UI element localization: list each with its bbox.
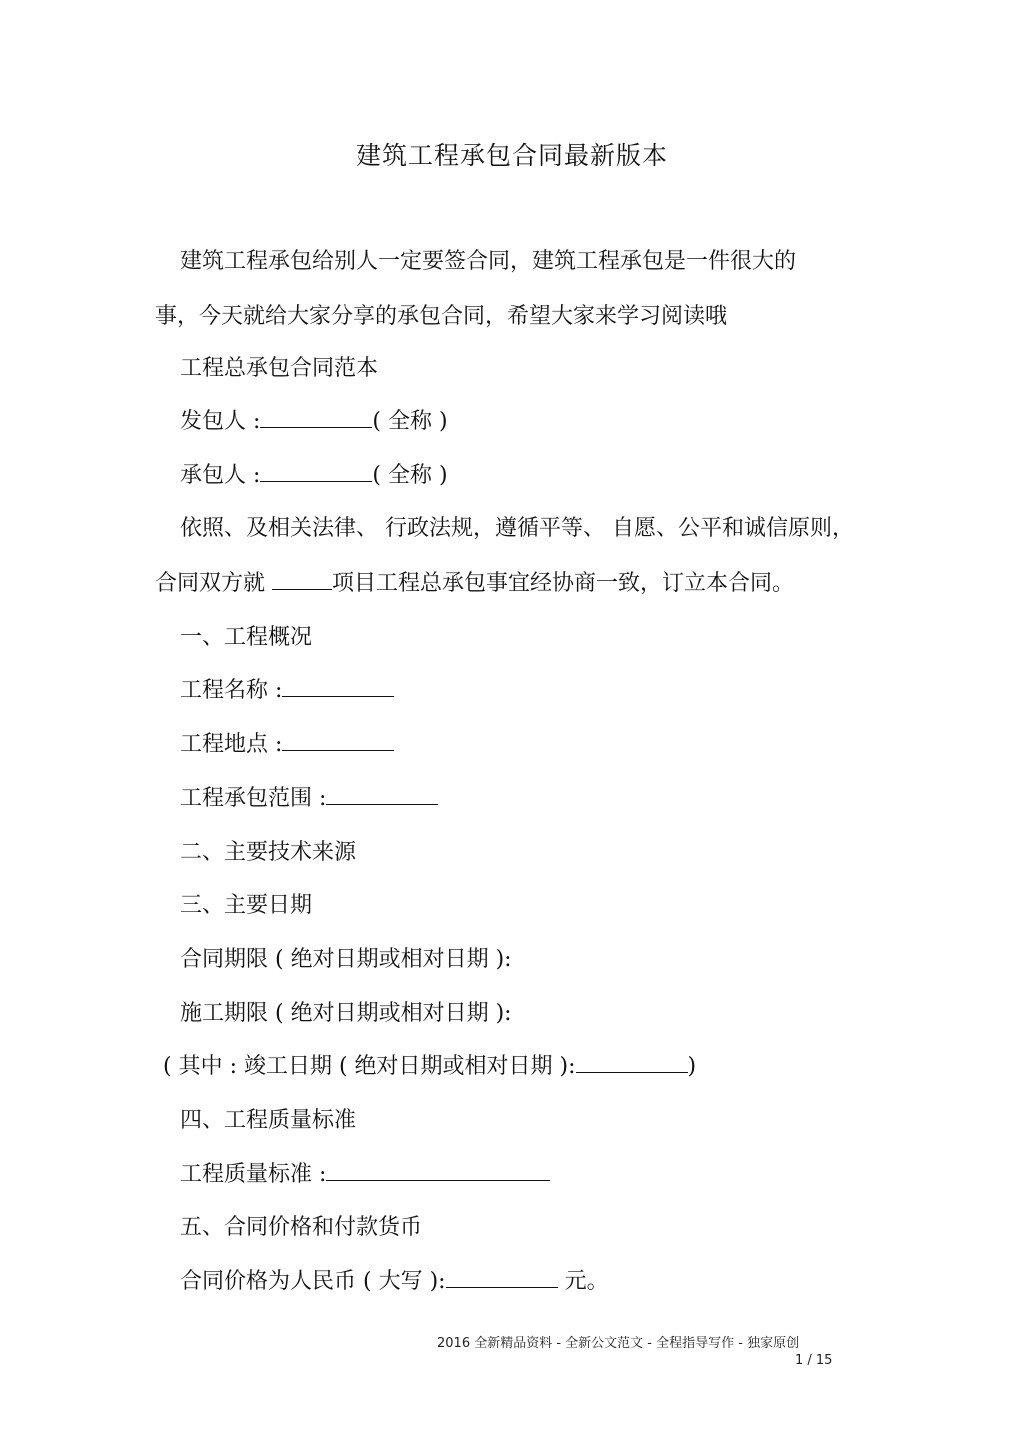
intro-line-2: 事，今天就给大家分享的承包合同，希望大家来学习阅读哦	[155, 304, 728, 329]
employer-line	[180, 407, 448, 437]
contractor-label: 承包人 :	[180, 463, 261, 488]
page-footer: 2016 全新精品资料 - 全新公文范文 - 全程指导写作 - 独家原创	[437, 1336, 800, 1351]
contractor-suffix: ( 全称 )	[372, 463, 448, 488]
quality-line	[180, 1160, 550, 1190]
completion-date-close: )	[687, 1054, 697, 1079]
project-name-line	[180, 676, 394, 706]
quality-label: 工程质量标准 :	[180, 1162, 327, 1187]
employer-blank	[260, 407, 372, 428]
project-name-label: 工程名称 :	[180, 678, 283, 703]
intro-line-1: 建筑工程承包给别人一定要签合同，建筑工程承包是一件很大的	[180, 249, 797, 274]
price-unit: 元。	[564, 1269, 609, 1294]
contractor-line	[180, 461, 448, 491]
project-scope-line	[180, 784, 438, 814]
price-blank	[446, 1267, 558, 1288]
price-label: 合同价格为人民币 ( 大写 ):	[180, 1269, 446, 1294]
page-number: 1 / 15	[795, 1353, 833, 1368]
basis-line-2	[155, 569, 794, 599]
document-title: 建筑工程承包合同最新版本	[355, 141, 668, 170]
price-line	[180, 1267, 609, 1297]
construction-period-line: 施工期限 ( 绝对日期或相对日期 ):	[180, 1001, 512, 1026]
employer-suffix: ( 全称 )	[372, 409, 448, 434]
basis-line-2-start: 合同双方就	[155, 571, 266, 596]
section-heading-1: 一、工程概况	[180, 625, 313, 650]
project-location-label: 工程地点 :	[180, 732, 283, 757]
project-name-blank	[282, 676, 394, 697]
contractor-blank	[260, 461, 372, 482]
project-location-line	[180, 730, 394, 760]
section-heading-4: 四、工程质量标准	[180, 1108, 357, 1133]
employer-label: 发包人 :	[180, 409, 261, 434]
section-heading-3: 三、主要日期	[180, 893, 313, 918]
completion-date-label: ( 其中 : 竣工日期 ( 绝对日期或相对日期 ):	[163, 1054, 576, 1079]
project-location-blank	[282, 730, 394, 751]
project-blank	[272, 569, 332, 590]
project-scope-blank	[326, 784, 438, 805]
completion-date-blank	[576, 1052, 688, 1073]
section-heading-5: 五、合同价格和付款货币	[180, 1215, 423, 1240]
contract-period-line: 合同期限 ( 绝对日期或相对日期 ):	[180, 947, 512, 972]
section-heading-2: 二、主要技术来源	[180, 840, 357, 865]
completion-date-line	[163, 1052, 696, 1082]
sample-title: 工程总承包合同范本	[180, 356, 379, 381]
project-scope-label: 工程承包范围 :	[180, 786, 327, 811]
basis-line-2-end: 项目工程总承包事宜经协商一致，订立本合同。	[332, 571, 795, 596]
basis-line-1: 依照、及相关法律、 行政法规，遵循平等、 自愿、公平和诚信原则，	[180, 516, 854, 541]
quality-blank	[326, 1160, 550, 1181]
